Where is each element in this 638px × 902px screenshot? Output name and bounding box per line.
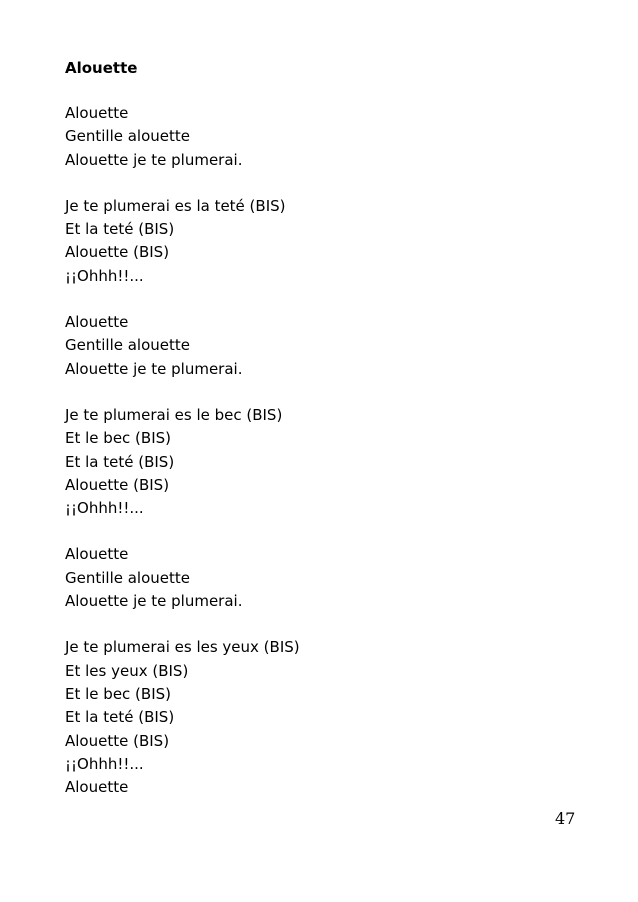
song-title: Alouette <box>65 59 138 77</box>
lyric-line: Et le bec (BIS) <box>65 684 171 703</box>
lyric-line: Alouette (BIS) <box>65 731 170 750</box>
stanza <box>65 195 300 288</box>
lyric-line: Alouette je te plumerai. <box>65 150 243 169</box>
lyric-line: ¡¡Ohhh!!... <box>65 266 144 285</box>
lyric-line: ¡¡Ohhh!!... <box>65 499 144 518</box>
stanza <box>65 543 300 613</box>
stanza <box>65 311 300 381</box>
lyric-line: Gentille alouette <box>65 127 191 146</box>
lyric-line: Alouette (BIS) <box>65 243 170 262</box>
lyric-line: Et les yeux (BIS) <box>65 661 189 680</box>
lyric-line: Alouette <box>65 778 129 797</box>
stanza <box>65 404 300 520</box>
lyric-line: Alouette je te plumerai. <box>65 592 243 611</box>
lyric-line: Alouette je te plumerai. <box>65 359 243 378</box>
stanza <box>65 636 300 799</box>
lyric-line: Alouette <box>65 313 129 332</box>
lyric-line: Alouette <box>65 104 129 122</box>
lyrics-body <box>65 102 300 822</box>
lyric-line: Je te plumerai es la teté (BIS) <box>65 196 286 215</box>
lyric-line: ¡¡Ohhh!!... <box>65 754 144 773</box>
lyric-line: Je te plumerai es les yeux (BIS) <box>65 638 300 657</box>
stanza <box>65 102 300 172</box>
lyric-line: Et la teté (BIS) <box>65 708 175 727</box>
page-number: 47 <box>555 809 576 828</box>
lyric-line: Et le bec (BIS) <box>65 429 171 448</box>
lyric-line: Alouette <box>65 545 129 564</box>
lyric-line: Et la teté (BIS) <box>65 220 175 239</box>
lyric-line: Gentille alouette <box>65 336 191 355</box>
lyric-line: Gentille alouette <box>65 568 191 587</box>
lyric-line: Alouette (BIS) <box>65 475 170 494</box>
lyric-line: Et la teté (BIS) <box>65 452 175 471</box>
lyric-line: Je te plumerai es le bec (BIS) <box>65 405 283 424</box>
